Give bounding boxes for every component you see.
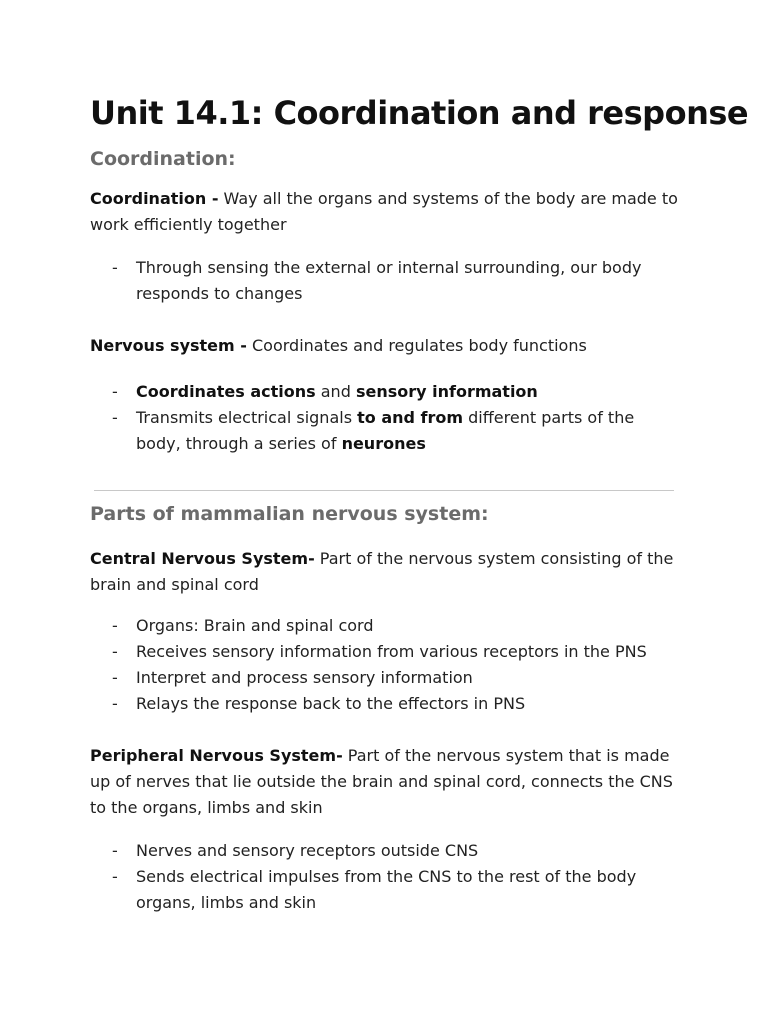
cns-list	[112, 613, 672, 717]
list-item	[112, 639, 672, 665]
section-heading-coordination: Coordination:	[90, 148, 236, 170]
horizontal-divider	[94, 490, 674, 491]
definition-term: Central Nervous System-	[90, 549, 315, 568]
coordination-list	[112, 255, 672, 307]
list-item	[112, 405, 672, 457]
bullet-dash: -	[112, 694, 118, 713]
bullet-dash: -	[112, 841, 118, 860]
list-item-text: Through sensing the external or internal surrounding, our body responds to changes	[136, 258, 642, 303]
definition-term: Nervous system -	[90, 336, 247, 355]
bold-text: to and from	[357, 408, 464, 427]
definition-term: Coordination -	[90, 189, 219, 208]
bullet-dash: -	[112, 642, 118, 661]
plain-text: and	[315, 382, 356, 401]
page-title: Unit 14.1: Coordination and response	[90, 94, 749, 132]
definition-term: Peripheral Nervous System-	[90, 746, 343, 765]
bullet-dash: -	[112, 258, 118, 277]
definition-text: Way all the organs and systems of the body are made to work efficiently together	[90, 189, 678, 234]
definition-cns	[90, 546, 690, 598]
list-item	[112, 864, 672, 916]
list-item	[112, 691, 672, 717]
plain-text: different parts of the body, through a series of	[136, 408, 635, 453]
list-item-text: Relays the response back to the effectors in PNS	[136, 694, 526, 713]
bullet-dash: -	[112, 408, 118, 427]
definition-text: Part of the nervous system that is made up of nerves that lie outside the brain and spinal cord, connects the CNS to the organs, limbs and skin	[90, 746, 673, 817]
bullet-dash: -	[112, 382, 118, 401]
list-item	[112, 838, 672, 864]
section-heading-parts: Parts of mammalian nervous system:	[90, 503, 489, 525]
list-item-text: Organs: Brain and spinal cord	[136, 616, 374, 635]
bullet-dash: -	[112, 867, 118, 886]
definition-coordination	[90, 186, 690, 238]
list-item-text: Interpret and process sensory information	[136, 668, 473, 687]
bullet-dash: -	[112, 616, 118, 635]
list-item	[112, 665, 672, 691]
bold-text: neurones	[341, 434, 426, 453]
list-item	[112, 255, 672, 307]
list-item-text: Receives sensory information from various receptors in the PNS	[136, 642, 647, 661]
definition-pns	[90, 743, 690, 821]
list-item-text: Sends electrical impulses from the CNS to the rest of the body organs, limbs and skin	[136, 867, 637, 912]
bold-text: Coordinates actions	[136, 382, 316, 401]
list-item	[112, 613, 672, 639]
pns-list	[112, 838, 672, 916]
bullet-dash: -	[112, 668, 118, 687]
plain-text: Transmits electrical signals	[136, 408, 358, 427]
bold-text: sensory information	[355, 382, 538, 401]
definition-text: Coordinates and regulates body functions	[246, 336, 587, 355]
nervous-system-list	[112, 379, 672, 457]
list-item	[112, 379, 672, 405]
list-item-text: Nerves and sensory receptors outside CNS	[136, 841, 479, 860]
definition-nervous-system	[90, 333, 690, 359]
definition-text: Part of the nervous system consisting of the brain and spinal cord	[90, 549, 674, 594]
